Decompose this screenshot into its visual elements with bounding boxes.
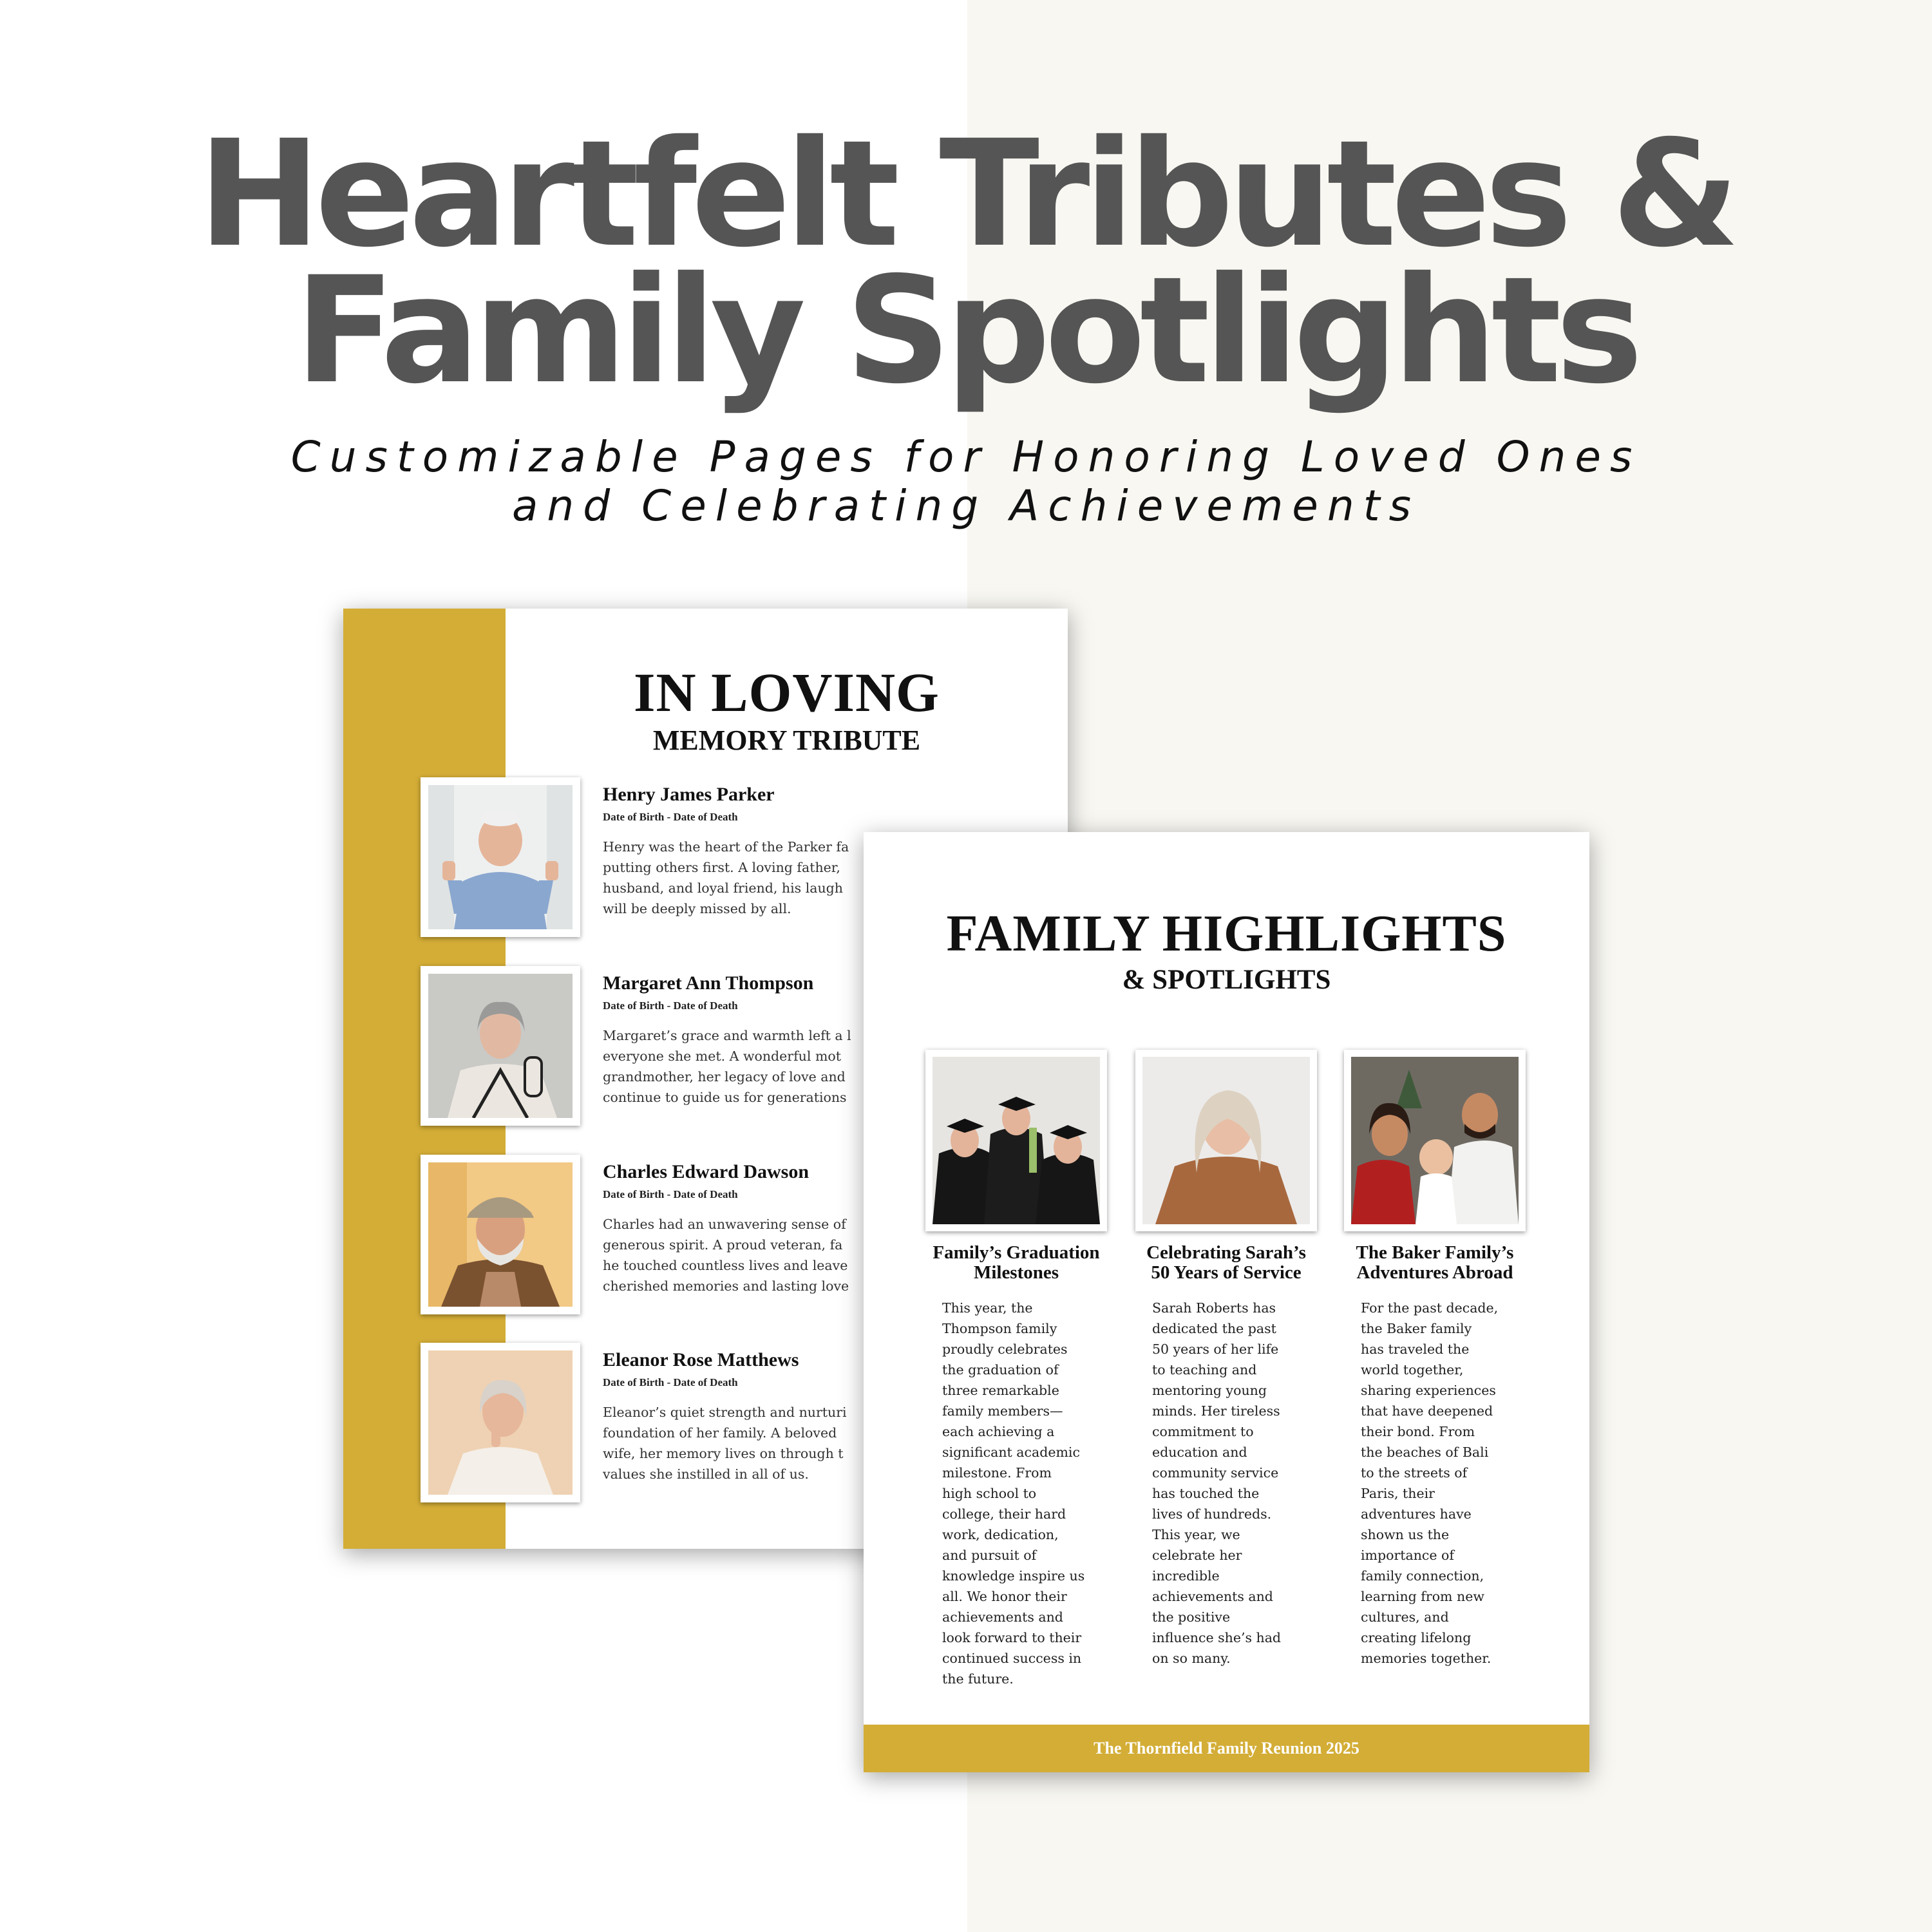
text-line: achievements and	[942, 1609, 1063, 1625]
bio-line: cherished memories and lasting love	[603, 1278, 849, 1294]
tribute-bio	[603, 837, 873, 919]
highlight-title-line: 50 Years of Service	[1151, 1262, 1302, 1283]
tribute-photo-frame	[421, 777, 580, 937]
tribute-photo-elderly-man-thumbs-up	[428, 785, 573, 929]
highlight-column	[915, 1050, 1108, 1694]
bio-line: everyone she met. A wonderful mot	[603, 1048, 841, 1064]
tribute-name: Charles Edward Dawson	[603, 1161, 810, 1182]
memory-page-title: IN LOVING	[634, 661, 940, 723]
highlights-page-subtitle: & SPOTLIGHTS	[1122, 965, 1331, 995]
text-line: each achieving a	[942, 1424, 1055, 1439]
highlight-photo-frame	[1344, 1050, 1526, 1231]
highlight-column	[1125, 1050, 1318, 1694]
text-line: family connection,	[1361, 1568, 1484, 1584]
highlight-title-line: Adventures Abroad	[1356, 1262, 1513, 1283]
text-line: dedicated the past	[1152, 1321, 1276, 1336]
text-line: commitment to	[1152, 1424, 1254, 1439]
text-line: cultures, and	[1361, 1609, 1449, 1625]
highlight-text	[1361, 1298, 1541, 1669]
text-line: memories together.	[1361, 1651, 1492, 1666]
text-line: the future.	[942, 1671, 1014, 1687]
highlight-title-line: Milestones	[973, 1262, 1059, 1283]
tribute-name: Eleanor Rose Matthews	[603, 1349, 799, 1370]
text-line: on so many.	[1152, 1651, 1231, 1666]
highlight-title-line: Family’s Graduation	[933, 1242, 1100, 1263]
text-line: community service	[1152, 1465, 1279, 1481]
highlight-title	[1334, 1243, 1536, 1283]
headline	[0, 108, 1932, 416]
memory-page-subtitle: MEMORY TRIBUTE	[652, 724, 921, 756]
highlight-photo-family	[1351, 1057, 1519, 1224]
bio-line: putting others first. A loving father,	[603, 860, 840, 875]
text-line: influence she’s had	[1152, 1630, 1282, 1645]
text-line: the Baker family	[1361, 1321, 1472, 1336]
highlight-photo-graduates	[933, 1057, 1100, 1224]
highlight-title-line: The Baker Family’s	[1356, 1242, 1514, 1263]
highlight-title-line: Celebrating Sarah’s	[1146, 1242, 1306, 1263]
subheadline	[0, 433, 1932, 531]
headline-line-2: Family Spotlights	[294, 245, 1638, 416]
text-line: to teaching and	[1152, 1362, 1257, 1378]
tribute-photo-elderly-woman	[428, 974, 573, 1118]
text-line: For the past decade,	[1361, 1300, 1499, 1316]
highlight-title	[1125, 1243, 1327, 1283]
tribute-photo-bearded-man-flat-cap	[428, 1162, 573, 1307]
tribute-dates: Date of Birth - Date of Death	[603, 1376, 738, 1388]
text-line: college, their hard	[942, 1506, 1066, 1522]
tribute-bio	[603, 1214, 873, 1296]
text-line: 50 years of her life	[1152, 1341, 1279, 1357]
text-line: their bond. From	[1361, 1424, 1475, 1439]
bio-line: foundation of her family. A beloved	[603, 1425, 837, 1441]
highlight-photo-frame	[1135, 1050, 1317, 1231]
bio-line: continue to guide us for generations	[603, 1090, 847, 1105]
tribute-photo-frame	[421, 966, 580, 1126]
highlight-text	[1152, 1298, 1332, 1669]
text-line: Thompson family	[942, 1321, 1057, 1336]
text-line: incredible	[1152, 1568, 1220, 1584]
tribute-dates: Date of Birth - Date of Death	[603, 999, 738, 1012]
highlight-column	[1334, 1050, 1527, 1694]
text-line: world together,	[1361, 1362, 1464, 1378]
text-line: Paris, their	[1361, 1486, 1435, 1501]
bio-line: Eleanor’s quiet strength and nurturi	[603, 1405, 847, 1420]
family-highlights-page	[864, 832, 1589, 1772]
text-line: learning from new	[1361, 1589, 1484, 1604]
text-line: look forward to their	[942, 1630, 1082, 1645]
text-line: continued success in	[942, 1651, 1082, 1666]
text-line: importance of	[1361, 1548, 1454, 1563]
text-line: creating lifelong	[1361, 1630, 1472, 1645]
text-line: This year, we	[1152, 1527, 1240, 1542]
highlights-page-title: FAMILY HIGHLIGHTS	[946, 905, 1507, 962]
tribute-name: Henry James Parker	[603, 784, 775, 805]
text-line: family members—	[942, 1403, 1063, 1419]
subheadline-line-1: Customizable Pages for Honoring Loved Ones	[290, 432, 1642, 482]
highlight-photo-woman-portrait	[1142, 1057, 1310, 1224]
text-line: shown us the	[1361, 1527, 1450, 1542]
text-line: mentoring young	[1152, 1383, 1267, 1398]
bio-line: wife, her memory lives on through t	[603, 1446, 844, 1461]
text-line: minds. Her tireless	[1152, 1403, 1280, 1419]
text-line: lives of hundreds.	[1152, 1506, 1272, 1522]
bio-line: generous spirit. A proud veteran, fa	[603, 1237, 843, 1253]
tribute-photo-elderly-woman-smiling	[428, 1350, 573, 1495]
text-line: that have deepened	[1361, 1403, 1493, 1419]
bio-line: Charles had an unwavering sense of	[603, 1217, 846, 1232]
text-line: work, dedication,	[942, 1527, 1059, 1542]
bio-line: will be deeply missed by all.	[603, 901, 791, 916]
highlight-title	[915, 1243, 1117, 1283]
text-line: knowledge inspire us	[942, 1568, 1085, 1584]
text-line: celebrate her	[1152, 1548, 1242, 1563]
bio-line: values she instilled in all of us.	[603, 1466, 809, 1482]
bio-line: Henry was the heart of the Parker fa	[603, 839, 849, 855]
text-line: Sarah Roberts has	[1152, 1300, 1276, 1316]
text-line: adventures have	[1361, 1506, 1472, 1522]
bio-line: grandmother, her legacy of love and	[603, 1069, 846, 1084]
bio-line: he touched countless lives and leave	[603, 1258, 848, 1273]
tribute-photo-frame	[421, 1343, 580, 1502]
text-line: proudly celebrates	[942, 1341, 1068, 1357]
subheadline-line-2: and Celebrating Achievements	[511, 481, 1421, 531]
tribute-photo-frame	[421, 1155, 580, 1314]
text-line: has traveled the	[1361, 1341, 1470, 1357]
text-line: all. We honor their	[942, 1589, 1067, 1604]
bio-line: Margaret’s grace and warmth left a l	[603, 1028, 851, 1043]
text-line: and pursuit of	[942, 1548, 1037, 1563]
text-line: milestone. From	[942, 1465, 1052, 1481]
text-line: to the streets of	[1361, 1465, 1468, 1481]
tribute-dates: Date of Birth - Date of Death	[603, 1188, 738, 1200]
tribute-bio	[603, 1402, 873, 1484]
text-line: education and	[1152, 1444, 1247, 1460]
bio-line: husband, and loyal friend, his laugh	[603, 880, 844, 896]
tribute-bio	[603, 1025, 873, 1108]
highlight-text	[942, 1298, 1122, 1689]
highlight-photo-frame	[925, 1050, 1107, 1231]
text-line: the beaches of Bali	[1361, 1444, 1489, 1460]
text-line: achievements and	[1152, 1589, 1273, 1604]
text-line: the graduation of	[942, 1362, 1059, 1378]
tribute-name: Margaret Ann Thompson	[603, 972, 814, 994]
text-line: high school to	[942, 1486, 1037, 1501]
tribute-dates: Date of Birth - Date of Death	[603, 811, 738, 823]
text-line: the positive	[1152, 1609, 1231, 1625]
headline-line-1: Heartfelt Tributes &	[198, 108, 1734, 279]
text-line: This year, the	[942, 1300, 1033, 1316]
text-line: sharing experiences	[1361, 1383, 1496, 1398]
text-line: three remarkable	[942, 1383, 1059, 1398]
text-line: has touched the	[1152, 1486, 1260, 1501]
text-line: significant academic	[942, 1444, 1080, 1460]
page-footer: The Thornfield Family Reunion 2025	[864, 1725, 1589, 1772]
